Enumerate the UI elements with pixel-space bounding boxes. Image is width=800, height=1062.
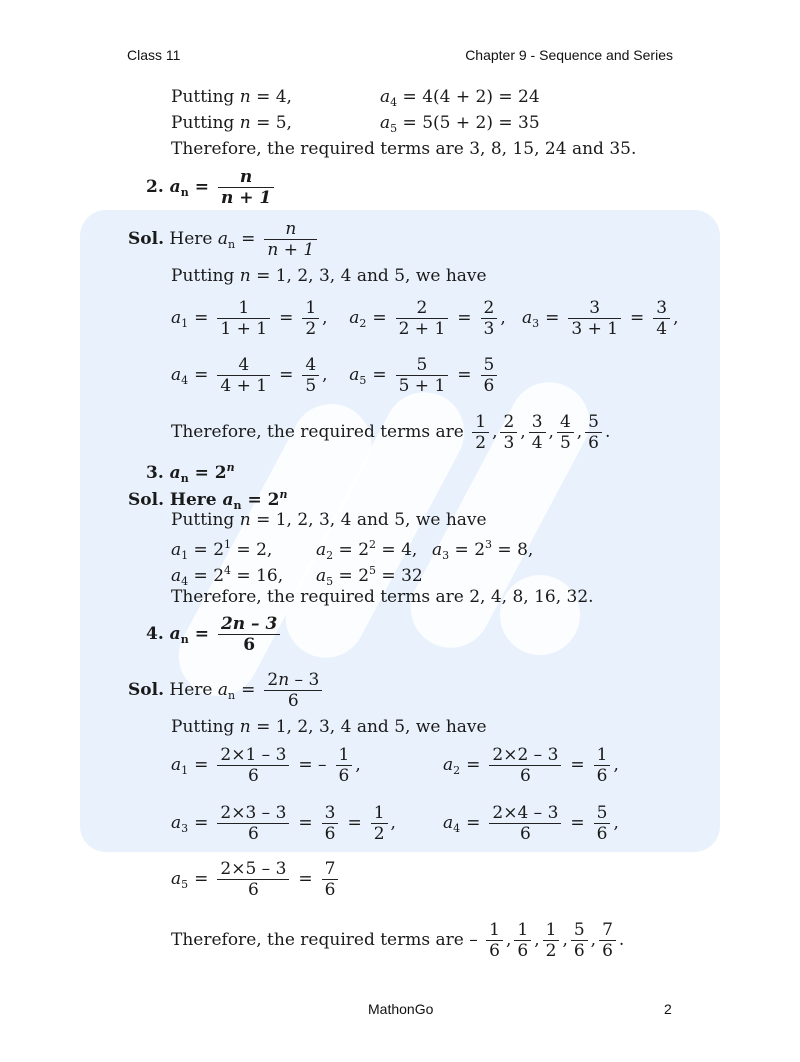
q3-conclusion: Therefore, the required terms are 2, 4, 8, 16, 32. bbox=[171, 587, 594, 607]
q3-term-2: $a_2 = 2^2 = 4$, bbox=[316, 538, 418, 562]
q1-conclusion: Therefore, the required terms are 3, 8, 15, 24 and 35. bbox=[171, 139, 637, 159]
q3-term-4: $a_4 = 2^4 = 16$, bbox=[171, 564, 284, 588]
q2-term-4: $a_4$ = $\frac{4}{4 + 1}$ = $\frac{4}{5}$ , bbox=[171, 355, 328, 396]
q2-term-3: $a_3$ = $\frac{3}{3 + 1}$ = $\frac{3}{4}$ , bbox=[521, 298, 679, 339]
header-class: Class 11 bbox=[127, 47, 181, 63]
q2-conclusion: Therefore, the required terms are $\frac{1}{2}$ , $\frac{2}{3}$ , $\frac{3}{4}$ , $\frac{4}{5}$ , $\frac{5}{6}$ . bbox=[171, 412, 611, 453]
q2-term-1: $a_1$ = $\frac{1}{1 + 1}$ = $\frac{1}{2}$ , bbox=[171, 298, 328, 339]
q3-sol-here: Sol. Here $a_n = 2^n$ bbox=[128, 488, 288, 512]
q4-term-3: $a_3$ = $\frac{2\times 3 - 3}{6}$ = $\frac{3}{6}$ = $\frac{1}{2}$ , bbox=[171, 803, 396, 844]
q2-terms-row2 bbox=[171, 355, 500, 396]
q2-sol-here: Sol. Here $a_n$ = $\frac{n}{n + 1}$ bbox=[128, 219, 320, 260]
q2-term-2: $a_2$ = $\frac{2}{2 + 1}$ = $\frac{2}{3}$ , bbox=[349, 298, 506, 339]
page-number: 2 bbox=[664, 1001, 672, 1017]
footer-brand: MathonGo bbox=[368, 1001, 434, 1017]
q4-putting: Putting n = 1, 2, 3, 4 and 5, we have bbox=[171, 717, 487, 737]
q3-putting: Putting n = 1, 2, 3, 4 and 5, we have bbox=[171, 510, 487, 530]
q4-term-4: $a_4$ = $\frac{2\times 4 - 3}{6}$ = $\frac{5}{6}$ , bbox=[443, 803, 619, 844]
q1-putting-5: Putting n = 5, bbox=[171, 113, 292, 133]
q3-term-1: $a_1 = 2^1 = 2$, bbox=[171, 538, 273, 562]
q1-a5: $a_5 = 5(5 + 2) = 35$ bbox=[380, 113, 540, 135]
q3-term-5: $a_5 = 2^5 = 32$ bbox=[316, 564, 423, 588]
q1-putting-4: Putting n = 4, bbox=[171, 87, 292, 107]
q2-term-5: $a_5$ = $\frac{5}{5 + 1}$ = $\frac{5}{6}$ bbox=[349, 365, 500, 385]
q3-question: 3. $a_n = 2^n$ bbox=[146, 461, 235, 485]
q2-putting: Putting n = 1, 2, 3, 4 and 5, we have bbox=[171, 266, 487, 286]
q4-term-2: $a_2$ = $\frac{2\times 2 - 3}{6}$ = $\frac{1}{6}$ , bbox=[443, 745, 619, 786]
q1-a4: $a_4 = 4(4 + 2) = 24$ bbox=[380, 87, 540, 109]
q3-term-3: $a_3 = 2^3 = 8$, bbox=[432, 538, 534, 562]
q4-question: 4. $a_n$ = $\frac{2n - 3}{6}$ bbox=[146, 614, 283, 655]
q2-terms-row1 bbox=[171, 298, 679, 339]
q4-sol-here: Sol. Here $a_n$ = $\frac{2n - 3}{6}$ bbox=[128, 670, 325, 711]
q4-term-5: $a_5$ = $\frac{2\times 5 - 3}{6}$ = $\frac{7}{6}$ bbox=[171, 859, 341, 900]
q4-term-1: $a_1$ = $\frac{2\times 1 - 3}{6}$ = – $\frac{1}{6}$ , bbox=[171, 745, 361, 786]
q2-question: 2. $a_n$ = $\frac{n}{n + 1}$ bbox=[146, 167, 277, 208]
header-chapter: Chapter 9 - Sequence and Series bbox=[465, 47, 673, 63]
q4-conclusion: Therefore, the required terms are – $\frac{1}{6}$ , $\frac{1}{6}$ , $\frac{1}{2}$ , $\frac{5}{6}$ , $\frac{7}{6}$ . bbox=[171, 920, 625, 961]
